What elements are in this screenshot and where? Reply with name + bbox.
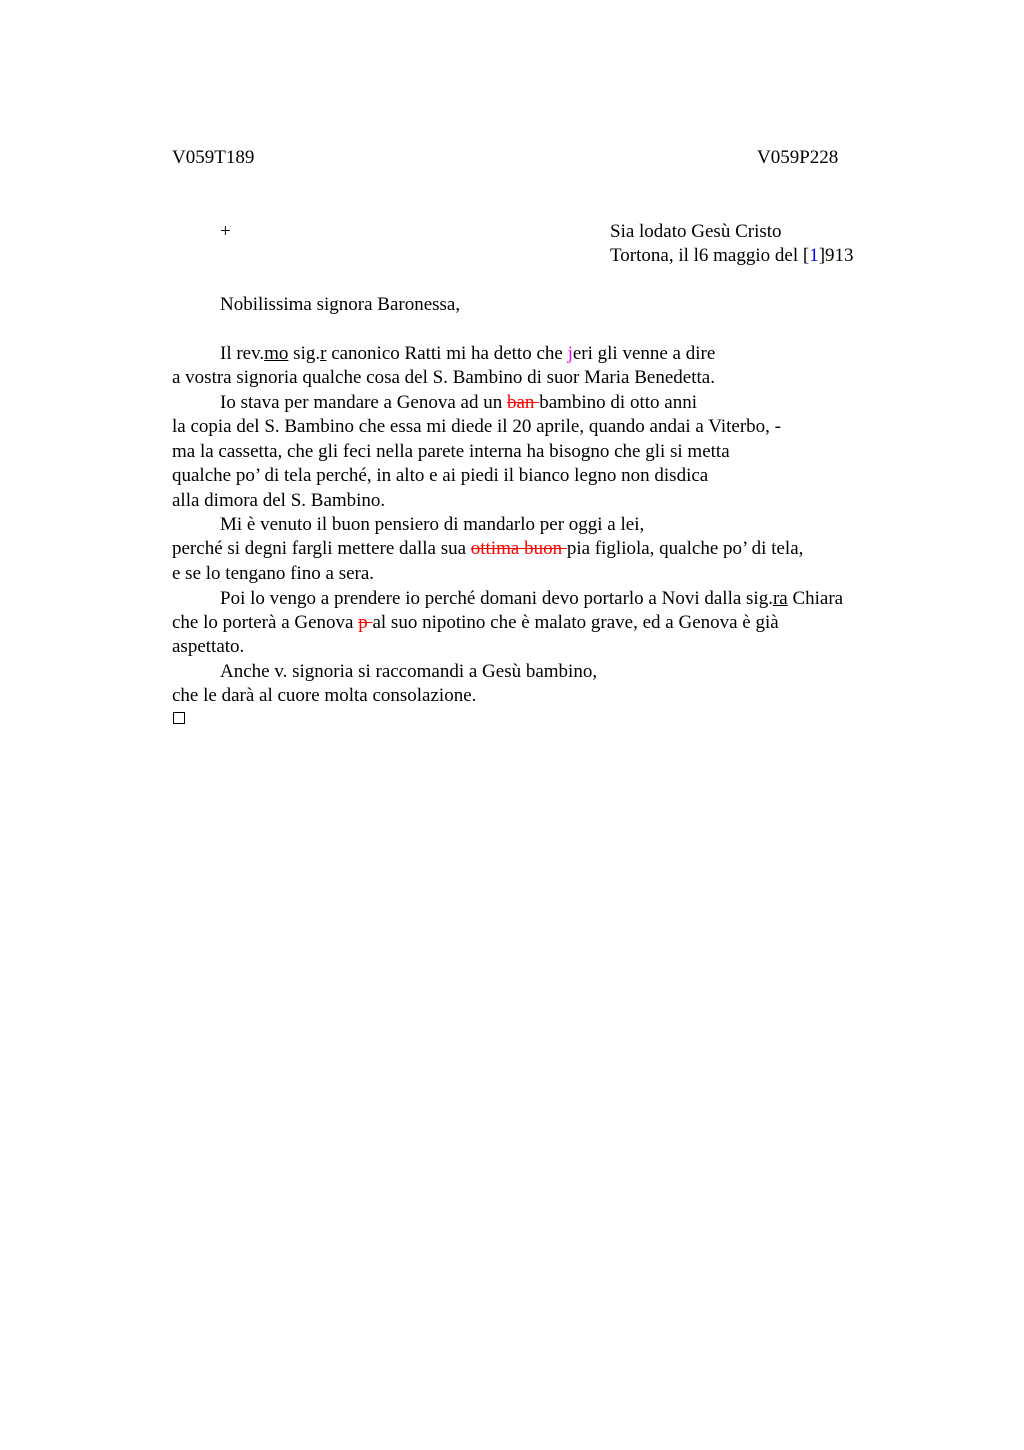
p1-text: canonico Ratti mi ha detto che bbox=[326, 343, 568, 364]
p2-line3: ma la cassetta, che gli feci nella parete interna ha bisogno che gli si metta bbox=[172, 441, 730, 462]
date-inserted-digit: 1 bbox=[809, 245, 819, 266]
p3-text: perché si degni fargli mettere dalla sua bbox=[172, 538, 471, 559]
p1-line2: a vostra signoria qualche cosa del S. Bambino di suor Maria Benedetta. bbox=[172, 367, 715, 388]
p5-line2: che le darà al cuore molta consolazione. bbox=[172, 685, 477, 706]
p2-line5: alla dimora del S. Bambino. bbox=[172, 490, 386, 511]
p2-line1 bbox=[220, 391, 697, 415]
p4-line1 bbox=[220, 587, 843, 611]
date-text-before: Tortona, il l6 maggio del [ bbox=[610, 245, 810, 266]
invocation-line: Sia lodato Gesù Cristo bbox=[610, 221, 782, 242]
p3-line3: e se lo tengano fino a sera. bbox=[172, 563, 375, 584]
p3-line2 bbox=[172, 537, 803, 561]
p3-text: pia figliola, qualche po’ di tela, bbox=[566, 538, 804, 559]
p2-text: bambino di otto anni bbox=[539, 392, 697, 413]
p4-text: Chiara bbox=[787, 588, 844, 609]
p2-line2: la copia del S. Bambino che essa mi diede il 20 aprile, quando andai a Viterbo, - bbox=[172, 416, 781, 437]
p1-text: Il rev. bbox=[220, 343, 265, 364]
p1-text: eri gli venne a dire bbox=[572, 343, 716, 364]
p4-abbrev-ra: ra bbox=[772, 588, 788, 609]
page-code-right: V059P228 bbox=[757, 147, 839, 168]
salutation: Nobilissima signora Baronessa, bbox=[220, 294, 461, 315]
p1-abbrev-r: r bbox=[320, 343, 327, 364]
p4-line2 bbox=[172, 611, 779, 635]
date-text-after: ]913 bbox=[818, 245, 854, 266]
p1-line1 bbox=[220, 342, 715, 366]
p4-text: Poi lo vengo a prendere io perché domani devo portarlo a Novi dalla sig. bbox=[220, 588, 773, 609]
p3-deletion: ottima buon bbox=[470, 538, 567, 559]
p1-abbrev-mo: mo bbox=[264, 343, 289, 364]
end-square-icon bbox=[173, 712, 185, 724]
p2-text: Io stava per mandare a Genova ad un bbox=[220, 392, 507, 413]
p4-text: al suo nipotino che è malato grave, ed a Genova è già bbox=[372, 612, 779, 633]
p1-correction-j: j bbox=[567, 343, 573, 364]
p4-deletion: p bbox=[358, 612, 373, 633]
p1-text: sig. bbox=[288, 343, 321, 364]
p4-text: che lo porterà a Genova bbox=[172, 612, 359, 633]
p4-line3: aspettato. bbox=[172, 636, 245, 657]
p3-line1: Mi è venuto il buon pensiero di mandarlo per oggi a lei, bbox=[220, 514, 645, 535]
document-code-left: V059T189 bbox=[172, 147, 255, 168]
place-date-line bbox=[610, 244, 854, 268]
p2-line4: qualche po’ di tela perché, in alto e ai piedi il bianco legno non disdica bbox=[172, 465, 709, 486]
p2-deletion: ban bbox=[507, 392, 540, 413]
cross-mark: + bbox=[220, 221, 231, 242]
p5-line1: Anche v. signoria si raccomandi a Gesù bambino, bbox=[220, 661, 598, 682]
